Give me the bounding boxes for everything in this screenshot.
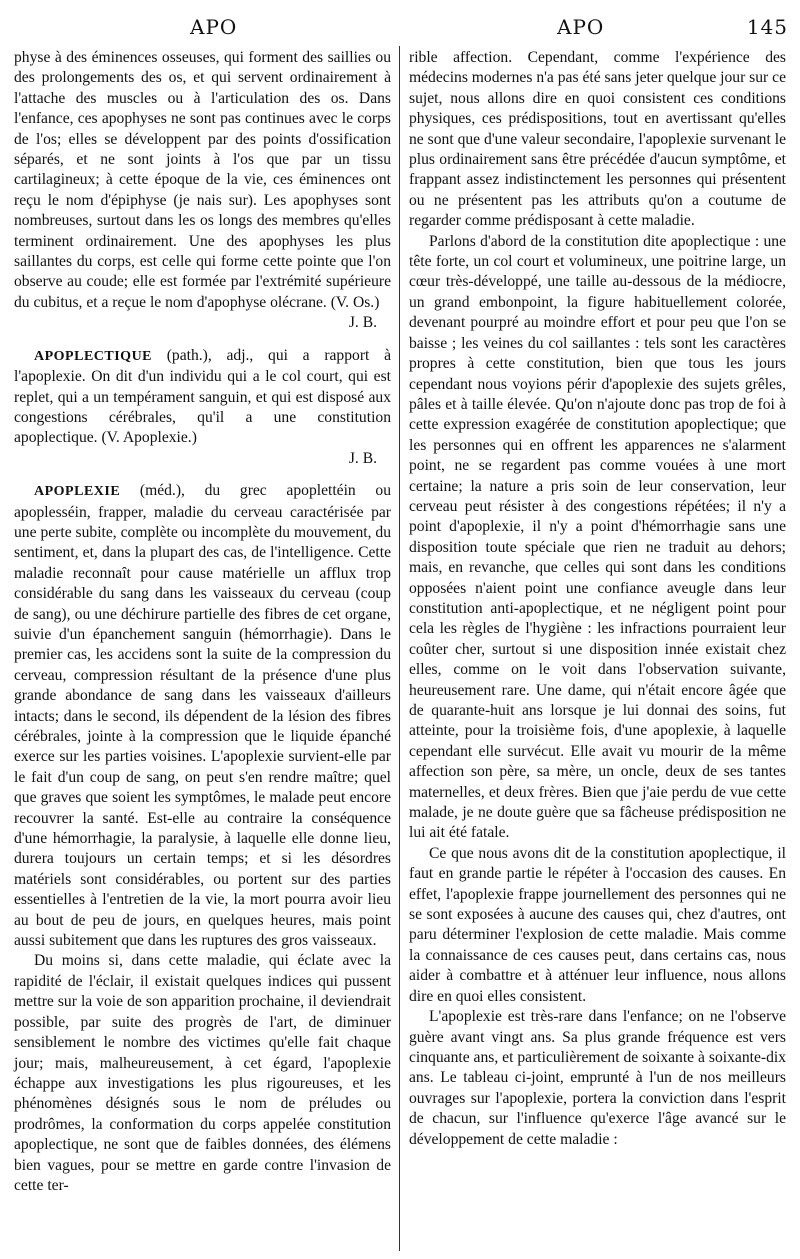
running-header [0,0,800,40]
paragraph-ce-que: Ce que nous avons dit de la constitution apoplectique, il faut en grande partie le répéter à l'occasion des causes. En effet, l'apoplexie frappe journellement des personnes qui ne se sont exposées à aucune des causes qui, chez d'autres, ont paru déterminer l'explosion de cette maladie. Mais comme la connaissance de ces causes peut, dans certains cas, nous aider à combattre et à atténuer leur influence, nous allons dire en quoi elles consistent. [409,844,786,1005]
right-column [409,48,786,1150]
signature: J. B. [348,449,377,467]
right-running-head: APO [557,15,605,39]
paragraph-du-moins: Du moins si, dans cette maladie, qui éclate avec la rapidité de l'éclair, il existait quelques indices qui pussent mettre sur la voie de son apparition prochaine, il deviendrait possible, par suite des progrès de l'art, de diminuer sensiblement le nombre des victimes qu'elle fait chaque jour; mais, malheureusement, à cet égard, l'apoplexie échappe aux investigations les plus rigoureuses, et les phénomènes désignés sous le nom de préludes ou prodrômes, la conformation du corps appelée constitution apoplectique, ne sont que de faibles données, des élémens bien vagues, pour se mettre en garde contre l'invasion de cette ter- [14,952,391,1194]
left-column [14,48,391,1196]
headword-apoplexie: APOPLEXIE [34,484,121,500]
column-divider [399,46,400,1251]
signature: J. B. [348,314,377,332]
paragraph-parlons: Parlons d'abord de la constitution dite apoplectique : une tête forte, un col court et volumineux, une poitrine large, un cœur très-développé, une taille au-dessous de la médiocre, un grand embonpoint, la figure habituellement colorée, devenant pourpré au moindre effort et pour peu que l'on se baisse ; les veines du col saillantes : tels sont les caractères propres à cette constitution, bien que tous les jours cependant nous voyions périr d'apoplexie des sujets grêles, pâles et à taille élevée. Qu'on n'ajoute donc pas trop de foi à cette expression exagérée de constitution apoplectique; que les personnes qui en offrent les apparences ne s'alarment point, ne se regardent pas comme vouées à une mort certaine; la nature a pris soin de leur conservation, leur cerveau peut résister à des congestions répétées; il n'y a point d'apoplexie, il n'y a point d'hémorrhagie sans une disposition toute spéciale que rien ne traduit au dehors; mais, en revanche, que celles qui sont dans les conditions opposées n'aient point une confiance aveugle dans leur constitution anti-apoplectique, et ne négligent point pour cela les règles de l'hygiène : les infractions pourraient leur coûter cher, surtout si une disposition innée existait chez elles, comme on le voit dans l'observation suivante, heureusement rare. Une dame, qui n'était encore âgée que de quarante-huit ans lorsque je lui donnai des soins, fut atteinte, pour la troisième fois, d'une apoplexie, à laquelle cependant elle survécut. Elle avait vu mourir de la même affection son père, sa mère, un oncle, deux de ses tantes maternelles, et deux frères. Bien que j'aie perdu de vue cette malade, je ne doute guère que sa fâcheuse prédisposition ne lui ait été fatale. [409,232,786,842]
page-number: 145 [746,15,788,39]
entry-apoplexie-body: (méd.), du grec apoplettéin ou apoplesséin, frapper, maladie du cerveau caractérisée par une perte subite, complète ou incomplète du mouvement, du sentiment, et, dans la plupart des cas, de l'intelligence. Cette maladie reconnaît pour cause matérielle un afflux trop considérable du sang dans les vaisseaux du cerveau (coup de sang), ou une déchirure partielle des fibres de cet organe, suivie d'un épanchement sanguin (hémorrhagie). Dans le premier cas, les accidens sont la suite de la compression du cerveau, compression résultant de la présence d'une plus grande abondance de sang dans les vaisseaux d'ailleurs intacts; dans le second, ils dépendent de la lésion des fibres cérébrales, jointe à la compression que le liquide épanché exerce sur les parties voisines. L'apoplexie survient-elle par le fait d'un coup de sang, on peut s'en rendre maître; quel que graves que soient les symptômes, le malade peut encore recouvrer la santé. Est-elle au contraire la conséquence d'une hémorrhagie, la paralysie, à laquelle elle donne lieu, durera toujours un certain temps; et si les désordres matériels sont considérables, ou portent sur des parties essentielles à l'entretien de la vie, la mort pourra avoir lieu au bout de peu de jours, en quelques heures, mais point aussi subitement que dans les ruptures des gros vaisseaux. [14,482,391,950]
paragraph-continuation: rible affection. Cependant, comme l'expérience des médecins modernes n'a pas été sans jeter quelque jour sur ce sujet, nous allons dire en quoi consistent ces conditions physiques, ces prédispositions, tout en avertissant qu'elles ne sont que d'une valeur secondaire, l'apoplexie survenant le plus ordinairement sans être précédée d'aucun symptôme, et frappant assez indistinctement les personnes qui présentent ou ne présentent pas les attributs qu'on a coutume de regarder comme prédisposant à cette maladie. [409,49,786,230]
headword-apoplectique: APOPLECTIQUE [34,348,153,364]
entry-apoplectique-body: (path.), adj., qui a rapport à l'apoplexie. On dit d'un individu qui a le col court, qui est replet, qui a un tempérament sanguin, et qui est disposé aux congestions cérébrales, qu'il a une constitution apoplectique. (V. Apoplexie.) [14,346,391,447]
paragraph-enfance: L'apoplexie est très-rare dans l'enfance; on ne l'observe guère avant vingt ans. Sa plus grande fréquence est vers cinquante ans, et particulièrement de soixante à soixante-dix ans. Le tableau ci-joint, emprunté à l'un de nos meilleurs ouvrages sur l'apoplexie, portera la conviction dans l'esprit de chacun, sur l'influence qu'exerce l'âge avancé sur le développement de cette maladie : [409,1008,786,1148]
apophyse-continuation: physe à des éminences osseuses, qui forment des saillies ou des prolongements des os, et qui servent ordinairement à l'attache des muscles ou à l'articulation des os. Dans l'enfance, ces apophyses ne sont pas continues avec le corps de l'os; elles se développent par des points d'ossification séparés, et ne sont joints à l'os que par un tissu cartilagineux; à cette époque de la vie, ces éminences ont reçu le nom d'épiphyse (je nais sur). Les apophyses sont nombreuses, surtout dans les os longs des membres qu'elles terminent ordinairement. Une des apophyses les plus saillantes du corps, est celle qui forme cette pointe que l'on observe au coude; elle est formée par l'extrémité supérieure du cubitus, et a reçue le nom d'apophyse olécrane. (V. Os.) [14,49,391,311]
entry-apoplexie [14,481,391,951]
left-running-head: APO [190,15,238,39]
entry-apoplectique [14,346,391,449]
